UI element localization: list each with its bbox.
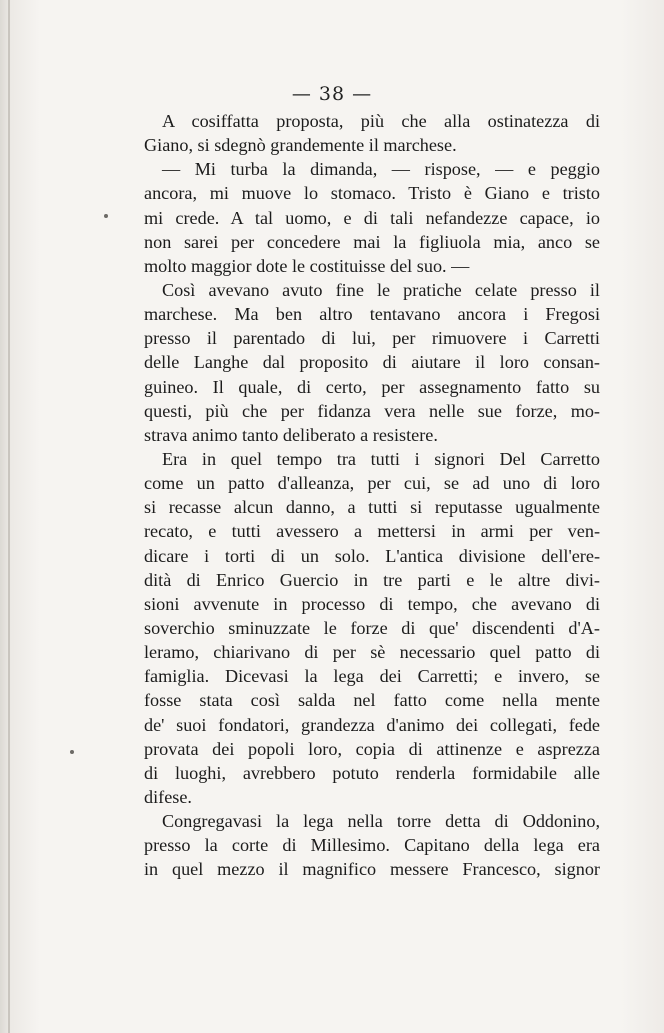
text-line: di luoghi, avrebbero potuto renderla formidabile alle (144, 762, 600, 783)
body-text (144, 109, 600, 882)
text-line: fosse stata così salda nel fatto come nella mente (144, 690, 600, 711)
text-line: ancora, mi muove lo stomaco. Tristo è Giano e tristo (144, 183, 600, 204)
paper-speck (104, 214, 108, 218)
text-line: difese. (144, 786, 192, 807)
text-line: si recasse alcun danno, a tutti si reputasse ugualmente (144, 497, 600, 518)
binding-gutter (8, 0, 10, 1033)
text-line: presso la corte di Millesimo. Capitano della lega era (144, 835, 600, 856)
text-line: dicare i torti di un solo. L'antica divisione dell'ere- (144, 545, 600, 566)
text-line: guineo. Il quale, di certo, per assegnamento fatto su (144, 376, 600, 397)
text-line: delle Langhe dal proposito di aiutare il loro consan- (144, 352, 600, 373)
text-line: A cosiffatta proposta, più che alla ostinatezza di (162, 111, 600, 131)
page-number: — 38 — (291, 83, 373, 105)
text-line: — Mi turba la dimanda, — rispose, — e peggio (162, 159, 600, 180)
text-line: molto maggior dote le costituisse del suo. — (144, 255, 470, 276)
text-line: famiglia. Dicevasi la lega dei Carretti; e invero, se (144, 666, 600, 687)
text-line: de' suoi fondatori, grandezza d'animo dei collegati, fede (144, 714, 600, 735)
text-line: presso il parentado di lui, per rimuovere i Carretti (144, 328, 600, 349)
text-line: provata dei popoli loro, copia di attinenze e asprezza (144, 738, 600, 759)
text-line: mi crede. A tal uomo, e di tali nefandezze capace, io (144, 207, 600, 228)
text-line: questi, più che per fidanza vera nelle sue forze, mo- (144, 400, 600, 421)
text-line: leramo, chiarivano di per sè necessario quel patto di (144, 642, 600, 663)
text-line: soverchio sminuzzate le forze di que' discendenti d'A- (144, 617, 600, 638)
text-line: Era in quel tempo tra tutti i signori Del Carretto (162, 448, 600, 469)
paper-speck (70, 750, 74, 754)
text-line: strava animo tanto deliberato a resistere. (144, 424, 438, 445)
text-line: Giano, si sdegnò grandemente il marchese. (144, 135, 457, 156)
text-line: non sarei per concedere mai la figliuola mia, anco se (144, 231, 600, 252)
text-line: come un patto d'alleanza, per cui, se ad uno di loro (144, 473, 600, 494)
text-line: marchese. Ma ben altro tentavano ancora i Fregosi (144, 304, 600, 325)
text-line: sioni avvenute in processo di tempo, che avevano di (144, 593, 600, 614)
text-line: Così avevano avuto fine le pratiche celate presso il (162, 279, 600, 300)
text-line: recato, e tutti avessero a mettersi in armi per ven- (144, 521, 600, 542)
text-line: Congregavasi la lega nella torre detta di Oddonino, (162, 811, 600, 832)
text-line: in quel mezzo il magnifico messere Francesco, signor (144, 859, 600, 880)
text-line: dità di Enrico Guercio in tre parti e le altre divi- (144, 569, 600, 590)
